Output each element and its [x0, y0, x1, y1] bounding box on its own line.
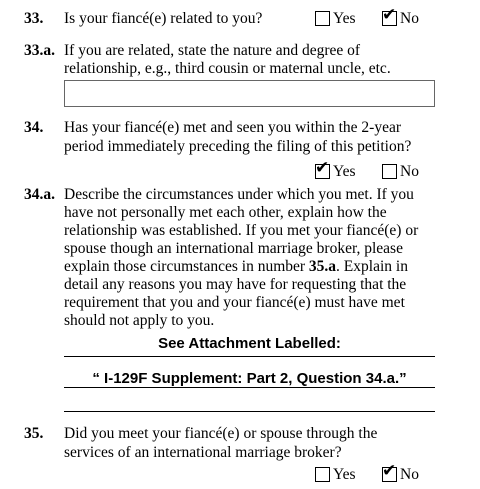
q35-no-checkbox[interactable]: [382, 461, 397, 482]
q34a-text-line2: have not personally met each other, explain how the: [64, 204, 387, 221]
q34a-text-line6: detail any reasons you may have for requesting that the: [64, 276, 407, 293]
q34a-answer-line1[interactable]: See Attachment Labelled:: [158, 335, 341, 352]
q33a-number: 33.a.: [24, 42, 55, 59]
q34-yes-label: Yes: [333, 163, 356, 180]
q34-no-label: No: [400, 163, 419, 180]
q34a-text-line1: Describe the circumstances under which you met. If you: [64, 186, 414, 203]
checkmark-icon: ✔: [315, 158, 330, 178]
q34a-text-line5-pre: explain those circumstances in number: [64, 258, 309, 275]
checkmark-icon: ✔: [382, 461, 397, 481]
q34a-answer-rule-1: [64, 356, 435, 357]
q34a-text-line4: spouse though an international marriage broker, please: [64, 240, 403, 257]
q33-yes-label: Yes: [333, 10, 356, 27]
q35-yes-checkbox[interactable]: [315, 467, 330, 482]
q34-number: 34.: [24, 119, 44, 136]
q33a-question-line1: If you are related, state the nature and degree of: [64, 42, 361, 59]
checkmark-icon: ✔: [382, 5, 397, 25]
q34a-answer-line2[interactable]: “ I-129F Supplement: Part 2, Question 34.a.”: [92, 370, 407, 387]
q33-no-checkbox[interactable]: [382, 5, 397, 26]
q35-question-line1: Did you meet your fiancé(e) or spouse through the: [64, 425, 378, 442]
q34a-answer-rule-2: [64, 387, 435, 388]
q34a-reference-35a: 35.a: [308, 258, 337, 275]
q34a-number: 34.a.: [24, 186, 55, 203]
q34a-text-line8: should not apply to you.: [64, 312, 215, 329]
q35-number: 35.: [24, 425, 44, 442]
q34a-answer-rule-3: [64, 411, 435, 412]
q34-yes-checkbox[interactable]: [315, 158, 330, 179]
q34-question-line2: period immediately preceding the filing of this petition?: [64, 138, 412, 155]
q33a-relationship-input[interactable]: [64, 80, 435, 107]
q34a-text-line5-post: . Explain in: [336, 258, 408, 275]
q33a-question-line2: relationship, e.g., third cousin or maternal uncle, etc.: [64, 60, 391, 77]
q34a-text-line5: [64, 257, 408, 276]
q33-yes-checkbox[interactable]: [315, 11, 330, 26]
q34-no-checkbox[interactable]: [382, 164, 397, 179]
q33-number: 33.: [24, 10, 44, 27]
q35-no-label: No: [400, 466, 419, 483]
q35-question-line2: services of an international marriage broker?: [64, 444, 342, 461]
q35-yes-label: Yes: [333, 466, 356, 483]
q33-no-label: No: [400, 10, 419, 27]
q34a-text-line3: relationship was established. If you met your fiancé(e) or: [64, 222, 419, 239]
q34a-text-line7: requirement that you and your fiancé(e) must have met: [64, 294, 405, 311]
q34-question-line1: Has your fiancé(e) met and seen you within the 2-year: [64, 119, 401, 136]
q33-question: Is your fiancé(e) related to you?: [64, 10, 263, 27]
